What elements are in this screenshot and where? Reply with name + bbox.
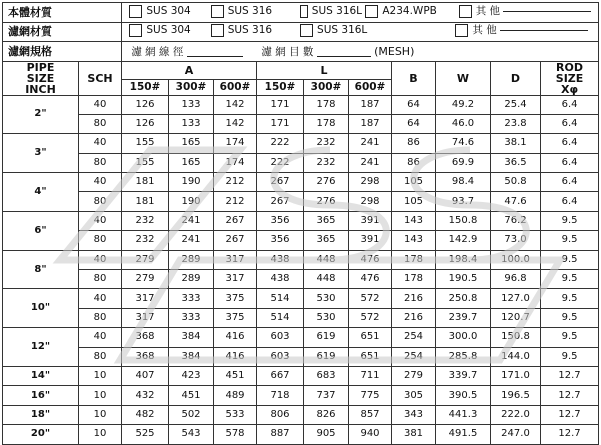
l-600-cell: 476 xyxy=(349,270,392,289)
pipe-size-cell: 16" xyxy=(3,386,79,405)
sch-header: SCH xyxy=(79,61,122,95)
pipe-size-cell: 4" xyxy=(3,173,79,212)
a-150-cell: 368 xyxy=(122,347,169,366)
a-300-cell: 289 xyxy=(169,270,214,289)
l-150-cell: 171 xyxy=(257,114,304,133)
rod-size-cell: 9.5 xyxy=(541,270,599,289)
l-600-cell: 298 xyxy=(349,173,392,192)
sch-cell: 40 xyxy=(79,328,122,347)
a-300-cell: 384 xyxy=(169,328,214,347)
checkbox-icon[interactable] xyxy=(300,24,313,37)
a-150-cell: 126 xyxy=(122,95,169,114)
l-300-cell: 232 xyxy=(304,153,349,172)
a-600-cell: 416 xyxy=(214,347,257,366)
sch-cell: 80 xyxy=(79,231,122,250)
b-cell: 305 xyxy=(392,386,436,405)
sch-cell: 40 xyxy=(79,134,122,153)
pipe-size-cell: 18" xyxy=(3,405,79,424)
l-300-cell: 178 xyxy=(304,114,349,133)
l-300-cell: 232 xyxy=(304,134,349,153)
rod-size-cell: 6.4 xyxy=(541,114,599,133)
checkbox-icon[interactable] xyxy=(211,24,224,37)
wire-diameter-label: 濾 網 線 徑 xyxy=(131,45,184,58)
l-150-cell: 514 xyxy=(257,308,304,327)
rod-size-cell: 9.5 xyxy=(541,328,599,347)
mesh-count-blank[interactable] xyxy=(317,56,371,57)
l-600-cell: 711 xyxy=(349,366,392,385)
l-300-cell: 276 xyxy=(304,192,349,211)
b-cell: 381 xyxy=(392,425,436,444)
l-150-cell: 171 xyxy=(257,95,304,114)
a-group-header: A xyxy=(122,61,257,79)
table-row xyxy=(3,153,599,172)
d-cell: 36.5 xyxy=(491,153,541,172)
mesh-option-other[interactable]: 其 他 xyxy=(455,24,587,37)
a-150-cell: 368 xyxy=(122,328,169,347)
pipe-size-cell: 10" xyxy=(3,289,79,328)
pipe-size-cell: 3" xyxy=(3,134,79,173)
l-300-cell: 619 xyxy=(304,328,349,347)
w-cell: 46.0 xyxy=(436,114,491,133)
b-cell: 64 xyxy=(392,114,436,133)
b-cell: 143 xyxy=(392,211,436,230)
l-150-cell: 267 xyxy=(257,173,304,192)
a-300-cell: 543 xyxy=(169,425,214,444)
w-cell: 49.2 xyxy=(436,95,491,114)
checkbox-icon[interactable] xyxy=(365,5,378,18)
sch-cell: 40 xyxy=(79,289,122,308)
a-300-cell: 241 xyxy=(169,211,214,230)
l-600-cell: 651 xyxy=(349,328,392,347)
a-600-cell: 267 xyxy=(214,231,257,250)
rod-size-cell: 9.5 xyxy=(541,211,599,230)
rod-size-cell: 12.7 xyxy=(541,366,599,385)
a-150-cell: 232 xyxy=(122,211,169,230)
l-300-cell: 448 xyxy=(304,250,349,269)
table-row xyxy=(3,114,599,133)
b-cell: 64 xyxy=(392,95,436,114)
option-a234wpb[interactable]: A234.WPB xyxy=(365,5,455,18)
a-150-cell: 126 xyxy=(122,114,169,133)
pipe-size-header: PIPE SIZE INCH xyxy=(3,61,79,95)
mesh-material-options xyxy=(122,22,599,42)
b-header: B xyxy=(392,61,436,95)
a-300-cell: 133 xyxy=(169,114,214,133)
a-300-cell: 190 xyxy=(169,173,214,192)
table-row xyxy=(3,289,599,308)
a-150-cell: 232 xyxy=(122,231,169,250)
l-600-cell: 572 xyxy=(349,308,392,327)
l-600-cell: 241 xyxy=(349,153,392,172)
table-row xyxy=(3,366,599,385)
rod-size-cell: 9.5 xyxy=(541,308,599,327)
pipe-size-cell: 2" xyxy=(3,95,79,134)
w-cell: 339.7 xyxy=(436,366,491,385)
mesh-spec-label: 濾網規格 xyxy=(3,42,122,62)
l-600-cell: 391 xyxy=(349,211,392,230)
table-row xyxy=(3,173,599,192)
l-rating-300: 300# xyxy=(304,79,349,95)
l-150-cell: 222 xyxy=(257,134,304,153)
b-cell: 178 xyxy=(392,250,436,269)
b-cell: 143 xyxy=(392,231,436,250)
l-150-cell: 667 xyxy=(257,366,304,385)
table-row xyxy=(3,270,599,289)
b-cell: 178 xyxy=(392,270,436,289)
a-300-cell: 423 xyxy=(169,366,214,385)
option-sus316l[interactable]: SUS 316L xyxy=(300,5,362,18)
d-cell: 127.0 xyxy=(491,289,541,308)
rod-size-cell: 12.7 xyxy=(541,386,599,405)
sch-cell: 10 xyxy=(79,366,122,385)
l-150-cell: 267 xyxy=(257,192,304,211)
a-600-cell: 142 xyxy=(214,95,257,114)
w-cell: 441.3 xyxy=(436,405,491,424)
a-150-cell: 432 xyxy=(122,386,169,405)
a-300-cell: 333 xyxy=(169,308,214,327)
rod-size-cell: 9.5 xyxy=(541,250,599,269)
a-600-cell: 451 xyxy=(214,366,257,385)
mesh-option-sus316l[interactable]: SUS 316L xyxy=(300,24,452,37)
d-cell: 196.5 xyxy=(491,386,541,405)
a-300-cell: 289 xyxy=(169,250,214,269)
a-600-cell: 317 xyxy=(214,250,257,269)
rod-size-cell: 12.7 xyxy=(541,425,599,444)
d-cell: 76.2 xyxy=(491,211,541,230)
l-600-cell: 241 xyxy=(349,134,392,153)
body-material-options xyxy=(122,3,599,23)
w-cell: 74.6 xyxy=(436,134,491,153)
l-600-cell: 298 xyxy=(349,192,392,211)
a-150-cell: 155 xyxy=(122,153,169,172)
sch-cell: 40 xyxy=(79,211,122,230)
l-150-cell: 514 xyxy=(257,289,304,308)
w-cell: 142.9 xyxy=(436,231,491,250)
a-150-cell: 181 xyxy=(122,192,169,211)
wire-diameter-blank[interactable] xyxy=(187,56,243,57)
w-cell: 239.7 xyxy=(436,308,491,327)
sch-cell: 80 xyxy=(79,114,122,133)
spec-table xyxy=(2,2,599,445)
a-150-cell: 525 xyxy=(122,425,169,444)
sch-cell: 10 xyxy=(79,425,122,444)
l-150-cell: 718 xyxy=(257,386,304,405)
checkbox-icon[interactable] xyxy=(455,24,468,37)
sch-cell: 10 xyxy=(79,405,122,424)
b-cell: 254 xyxy=(392,347,436,366)
a-300-cell: 241 xyxy=(169,231,214,250)
a-150-cell: 181 xyxy=(122,173,169,192)
sch-cell: 80 xyxy=(79,192,122,211)
a-600-cell: 489 xyxy=(214,386,257,405)
w-cell: 390.5 xyxy=(436,386,491,405)
mesh-unit: (MESH) xyxy=(374,44,415,58)
a-600-cell: 416 xyxy=(214,328,257,347)
table-row xyxy=(3,134,599,153)
a-150-cell: 279 xyxy=(122,270,169,289)
b-cell: 86 xyxy=(392,153,436,172)
a-300-cell: 333 xyxy=(169,289,214,308)
table-row xyxy=(3,347,599,366)
sch-cell: 10 xyxy=(79,386,122,405)
d-cell: 50.8 xyxy=(491,173,541,192)
d-header: D xyxy=(491,61,541,95)
l-150-cell: 356 xyxy=(257,231,304,250)
spec-sheet xyxy=(2,2,598,440)
l-600-cell: 940 xyxy=(349,425,392,444)
d-cell: 171.0 xyxy=(491,366,541,385)
a-300-cell: 451 xyxy=(169,386,214,405)
l-group-header: L xyxy=(257,61,392,79)
sch-cell: 40 xyxy=(79,173,122,192)
body-material-label: 本體材質 xyxy=(3,3,122,23)
a-rating-150: 150# xyxy=(122,79,169,95)
a-300-cell: 165 xyxy=(169,153,214,172)
table-row xyxy=(3,405,599,424)
checkbox-icon[interactable] xyxy=(129,24,142,37)
l-150-cell: 806 xyxy=(257,405,304,424)
table-row xyxy=(3,231,599,250)
table-row xyxy=(3,308,599,327)
a-150-cell: 482 xyxy=(122,405,169,424)
w-cell: 150.8 xyxy=(436,211,491,230)
mesh-count-label: 濾 網 目 數 xyxy=(261,45,314,58)
other-blank[interactable] xyxy=(503,11,591,12)
checkbox-icon[interactable] xyxy=(129,5,142,18)
d-cell: 247.0 xyxy=(491,425,541,444)
rod-size-cell: 9.5 xyxy=(541,231,599,250)
a-150-cell: 279 xyxy=(122,250,169,269)
d-cell: 47.6 xyxy=(491,192,541,211)
l-300-cell: 683 xyxy=(304,366,349,385)
l-150-cell: 438 xyxy=(257,250,304,269)
sch-cell: 40 xyxy=(79,95,122,114)
a-150-cell: 317 xyxy=(122,289,169,308)
body-material-row xyxy=(3,3,599,23)
checkbox-icon[interactable] xyxy=(211,5,224,18)
l-300-cell: 365 xyxy=(304,211,349,230)
l-rating-150: 150# xyxy=(257,79,304,95)
w-cell: 300.0 xyxy=(436,328,491,347)
sch-cell: 40 xyxy=(79,250,122,269)
b-cell: 86 xyxy=(392,134,436,153)
a-300-cell: 190 xyxy=(169,192,214,211)
option-sus316[interactable]: SUS 316 xyxy=(211,5,297,18)
l-300-cell: 365 xyxy=(304,231,349,250)
b-cell: 279 xyxy=(392,366,436,385)
a-600-cell: 142 xyxy=(214,114,257,133)
rod-size-cell: 6.4 xyxy=(541,134,599,153)
b-cell: 105 xyxy=(392,173,436,192)
l-300-cell: 276 xyxy=(304,173,349,192)
sch-cell: 80 xyxy=(79,270,122,289)
a-600-cell: 174 xyxy=(214,153,257,172)
column-header-row xyxy=(3,61,599,79)
l-300-cell: 619 xyxy=(304,347,349,366)
l-600-cell: 476 xyxy=(349,250,392,269)
pipe-size-cell: 12" xyxy=(3,328,79,367)
table-row xyxy=(3,425,599,444)
a-600-cell: 212 xyxy=(214,192,257,211)
d-cell: 96.8 xyxy=(491,270,541,289)
l-300-cell: 448 xyxy=(304,270,349,289)
d-cell: 100.0 xyxy=(491,250,541,269)
pipe-size-cell: 8" xyxy=(3,250,79,289)
mesh-spec-fields xyxy=(122,42,599,62)
rod-size-cell: 6.4 xyxy=(541,153,599,172)
l-150-cell: 438 xyxy=(257,270,304,289)
d-cell: 23.8 xyxy=(491,114,541,133)
l-600-cell: 187 xyxy=(349,95,392,114)
table-row xyxy=(3,192,599,211)
b-cell: 216 xyxy=(392,289,436,308)
d-cell: 150.8 xyxy=(491,328,541,347)
l-150-cell: 603 xyxy=(257,328,304,347)
w-cell: 285.8 xyxy=(436,347,491,366)
table-row xyxy=(3,95,599,114)
mesh-option-sus316[interactable]: SUS 316 xyxy=(211,24,297,37)
a-600-cell: 375 xyxy=(214,289,257,308)
sch-cell: 80 xyxy=(79,308,122,327)
d-cell: 120.7 xyxy=(491,308,541,327)
l-300-cell: 905 xyxy=(304,425,349,444)
l-300-cell: 178 xyxy=(304,95,349,114)
pipe-size-cell: 14" xyxy=(3,366,79,385)
a-rating-600: 600# xyxy=(214,79,257,95)
l-300-cell: 826 xyxy=(304,405,349,424)
l-600-cell: 857 xyxy=(349,405,392,424)
checkbox-icon[interactable] xyxy=(459,5,472,18)
a-150-cell: 155 xyxy=(122,134,169,153)
a-600-cell: 578 xyxy=(214,425,257,444)
d-cell: 73.0 xyxy=(491,231,541,250)
a-rating-300: 300# xyxy=(169,79,214,95)
mesh-other-blank[interactable] xyxy=(500,30,588,31)
b-cell: 216 xyxy=(392,308,436,327)
sch-cell: 80 xyxy=(79,347,122,366)
d-cell: 38.1 xyxy=(491,134,541,153)
a-600-cell: 212 xyxy=(214,173,257,192)
l-150-cell: 603 xyxy=(257,347,304,366)
l-300-cell: 530 xyxy=(304,289,349,308)
w-cell: 491.5 xyxy=(436,425,491,444)
a-300-cell: 502 xyxy=(169,405,214,424)
w-cell: 93.7 xyxy=(436,192,491,211)
b-cell: 254 xyxy=(392,328,436,347)
w-cell: 190.5 xyxy=(436,270,491,289)
l-150-cell: 356 xyxy=(257,211,304,230)
w-cell: 98.4 xyxy=(436,173,491,192)
a-600-cell: 533 xyxy=(214,405,257,424)
w-cell: 250.8 xyxy=(436,289,491,308)
a-600-cell: 174 xyxy=(214,134,257,153)
rod-size-cell: 6.4 xyxy=(541,192,599,211)
a-150-cell: 407 xyxy=(122,366,169,385)
mesh-material-row xyxy=(3,22,599,42)
mesh-spec-row xyxy=(3,42,599,62)
l-150-cell: 887 xyxy=(257,425,304,444)
table-row xyxy=(3,328,599,347)
mesh-option-sus304[interactable]: SUS 304 xyxy=(129,24,207,37)
a-300-cell: 384 xyxy=(169,347,214,366)
rod-size-cell: 6.4 xyxy=(541,173,599,192)
l-600-cell: 187 xyxy=(349,114,392,133)
table-row xyxy=(3,250,599,269)
sch-cell: 80 xyxy=(79,153,122,172)
option-sus304[interactable]: SUS 304 xyxy=(129,5,207,18)
rod-size-cell: 6.4 xyxy=(541,95,599,114)
table-row xyxy=(3,386,599,405)
l-600-cell: 572 xyxy=(349,289,392,308)
d-cell: 144.0 xyxy=(491,347,541,366)
a-150-cell: 317 xyxy=(122,308,169,327)
d-cell: 222.0 xyxy=(491,405,541,424)
l-rating-600: 600# xyxy=(349,79,392,95)
pipe-size-cell: 6" xyxy=(3,211,79,250)
rod-size-cell: 9.5 xyxy=(541,289,599,308)
a-600-cell: 267 xyxy=(214,211,257,230)
a-600-cell: 375 xyxy=(214,308,257,327)
pipe-size-cell: 20" xyxy=(3,425,79,444)
rod-size-header: ROD SIZE Xφ xyxy=(541,61,599,95)
l-600-cell: 775 xyxy=(349,386,392,405)
a-300-cell: 165 xyxy=(169,134,214,153)
l-300-cell: 530 xyxy=(304,308,349,327)
w-header: W xyxy=(436,61,491,95)
d-cell: 25.4 xyxy=(491,95,541,114)
rod-size-cell: 12.7 xyxy=(541,405,599,424)
w-cell: 69.9 xyxy=(436,153,491,172)
option-other[interactable]: 其 他 xyxy=(459,5,591,18)
b-cell: 105 xyxy=(392,192,436,211)
l-600-cell: 651 xyxy=(349,347,392,366)
l-300-cell: 737 xyxy=(304,386,349,405)
rod-size-cell: 9.5 xyxy=(541,347,599,366)
b-cell: 343 xyxy=(392,405,436,424)
w-cell: 198.4 xyxy=(436,250,491,269)
l-150-cell: 222 xyxy=(257,153,304,172)
checkbox-icon[interactable] xyxy=(300,5,308,18)
mesh-material-label: 濾網材質 xyxy=(3,22,122,42)
table-row xyxy=(3,211,599,230)
a-600-cell: 317 xyxy=(214,270,257,289)
l-600-cell: 391 xyxy=(349,231,392,250)
a-300-cell: 133 xyxy=(169,95,214,114)
